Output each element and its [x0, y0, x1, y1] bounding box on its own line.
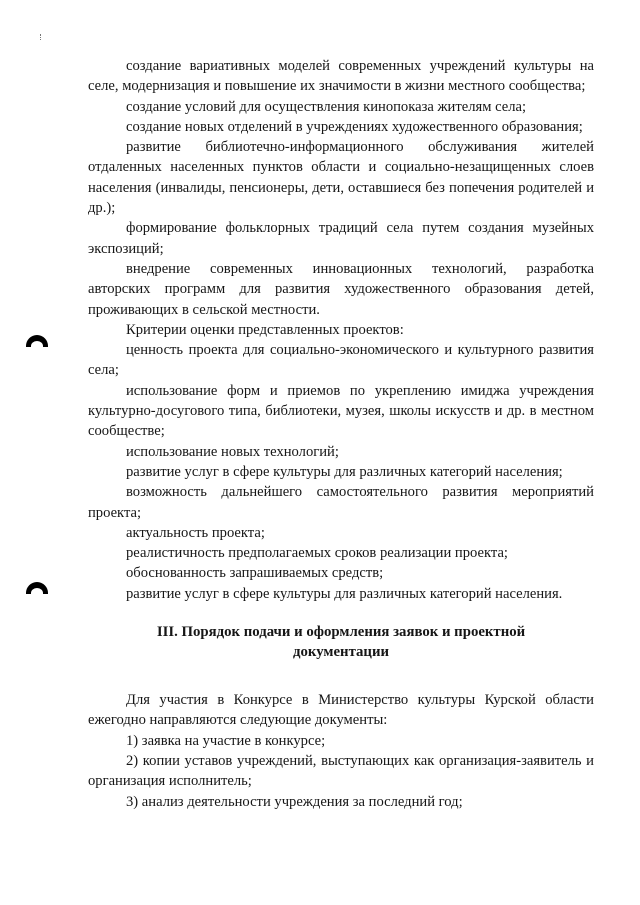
list-item-application: 1) заявка на участие в конкурсе;: [126, 732, 326, 749]
paragraph-documents-intro: Для участия в Конкурсе в Министерство культуры Курской области ежегодно направляются следующие документы:: [88, 692, 594, 729]
paragraph-criterion-sustainability: возможность дальнейшего самостоятельного развития мероприятий проекта;: [88, 484, 594, 521]
paragraph-criterion-timeline: реалистичность предполагаемых сроков реализации проекта;: [126, 545, 508, 562]
paragraph-criterion-relevance: актуальность проекта;: [126, 524, 265, 541]
paragraph-innovations: внедрение современных инновационных технологий, разработка авторских программ для развития художественного образования детей, проживающих в сельской местности.: [88, 260, 594, 318]
paragraph-cinema: создание условий для осуществления кинопоказа жителям села;: [126, 98, 527, 115]
binding-hole-mark-upper: [26, 335, 48, 347]
paragraph-criterion-image: использование форм и приемов по укреплению имиджа учреждения культурно-досугового типа, библиотеки, музея, школы искусств и др. в местном сообществе;: [88, 382, 594, 440]
list-item-charters: 2) копии уставов учреждений, выступающих как организация-заявитель и организация исполнитель;: [88, 752, 594, 790]
paragraph-criterion-services: развитие услуг в сфере культуры для различных категорий населения;: [126, 463, 563, 480]
paragraph-variative-models: создание вариативных моделей современных учреждений культуры на селе, модернизация и повышение их значимости в жизни местного сообщества;: [88, 58, 594, 95]
paragraph-criterion-funding: обоснованность запрашиваемых средств;: [126, 565, 384, 582]
paragraph-criteria-intro: Критерии оценки представленных проектов:: [126, 321, 404, 338]
paragraph-criterion-technologies: использование новых технологий;: [126, 443, 339, 460]
paragraph-criterion-services-final: развитие услуг в сфере культуры для различных категорий населения.: [126, 585, 563, 602]
binding-hole-mark-lower: [26, 582, 48, 594]
section-heading: III. Порядок подачи и оформления заявок и проектной документации: [156, 624, 526, 661]
document-body: [88, 56, 594, 812]
paragraph-folklore: формирование фольклорных традиций села путем создания музейных экспозиций;: [88, 220, 594, 257]
paragraph-criterion-value: ценность проекта для социально-экономического и культурного развития села;: [88, 342, 594, 379]
paragraph-library-service: развитие библиотечно-информационного обслуживания жителей отдаленных населенных пунктов области и социально-незащищенных слоев населения (инвалиды, пенсионеры, дети, оставшиеся без попечения родителей и др.);: [88, 139, 594, 217]
list-item-activity-analysis: 3) анализ деятельности учреждения за последний год;: [126, 793, 463, 810]
scan-speck: [40, 34, 44, 40]
paragraph-new-departments: создание новых отделений в учреждениях художественного образования;: [126, 118, 583, 135]
